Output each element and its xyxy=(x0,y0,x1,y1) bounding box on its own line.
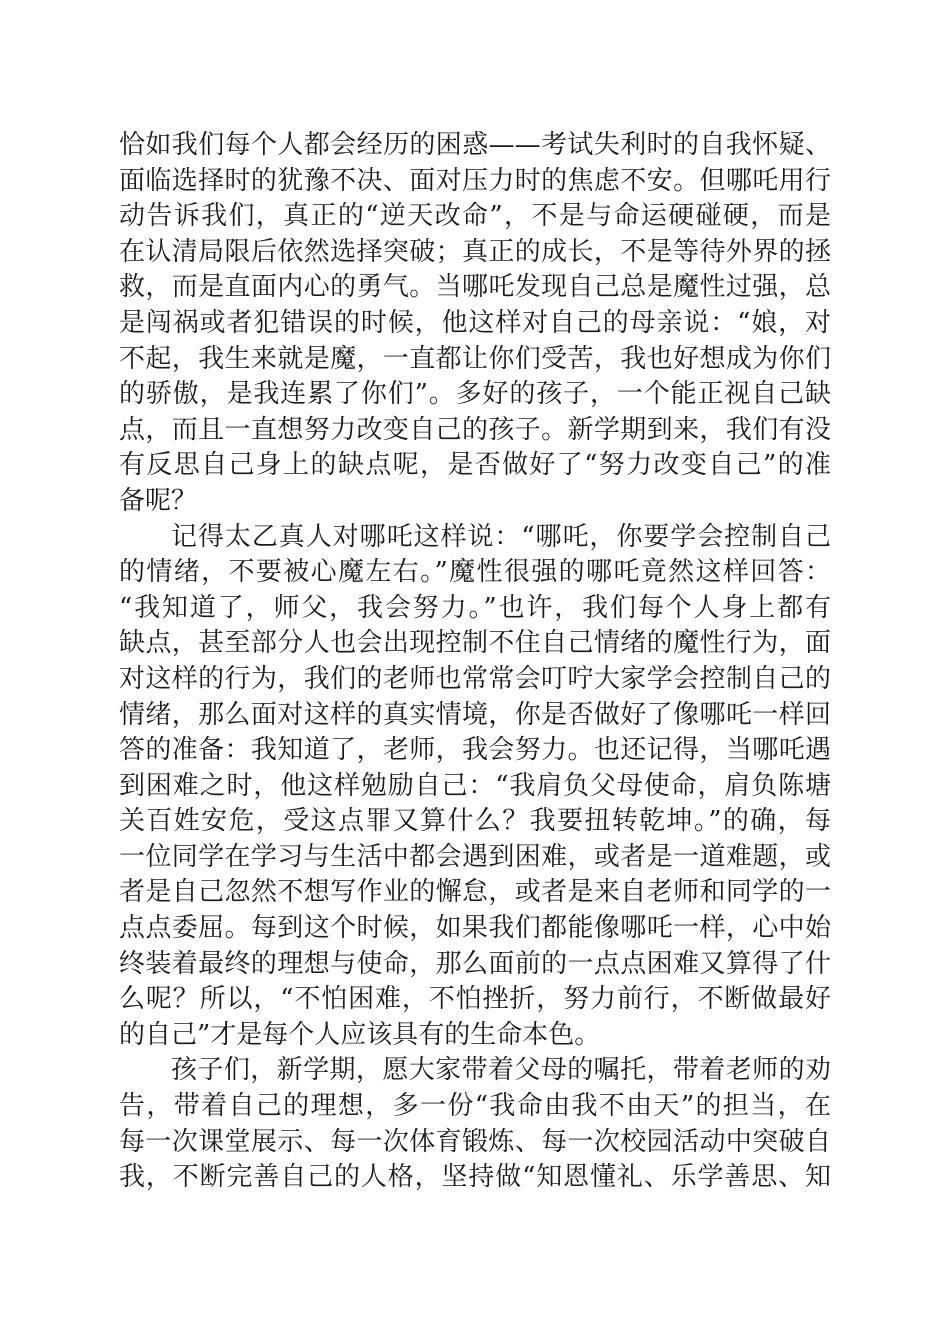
text-line: 每一次课堂展示、每一次体育锻炼、每一次校园活动中突破自 xyxy=(119,1126,831,1157)
text-line: 缺点，甚至部分人也会出现控制不住自己情绪的魔性行为，面 xyxy=(119,628,831,659)
text-line: 么呢？所以，“不怕困难，不怕挫折，努力前行，不断做最好 xyxy=(119,984,831,1015)
text-line: 关百姓安危，受这点罪又算什么？我要扭转乾坤。”的确，每 xyxy=(119,806,831,837)
text-line: 一位同学在学习与生活中都会遇到困难，或者是一道难题，或 xyxy=(119,841,831,872)
text-line: 对这样的行为，我们的老师也常常会叮咛大家学会控制自己的 xyxy=(119,663,831,694)
paragraph xyxy=(119,1053,831,1195)
document-body xyxy=(119,128,831,1196)
paragraph xyxy=(119,520,831,1054)
text-line: 孩子们，新学期，愿大家带着父母的嘱托，带着老师的劝 xyxy=(171,1055,831,1086)
text-line: 者是自己忽然不想写作业的懈怠，或者是来自老师和同学的一 xyxy=(119,877,831,908)
text-line: 动告诉我们，真正的“逆天改命”，不是与命运硬碰硬，而是 xyxy=(119,201,831,232)
text-line: 的骄傲，是我连累了你们”。多好的孩子，一个能正视自己缺 xyxy=(119,379,831,410)
text-line: 终装着最终的理想与使命，那么面前的一点点困难又算得了什 xyxy=(119,948,831,979)
text-line: “我知道了，师父，我会努力。”也许，我们每个人身上都有 xyxy=(119,592,831,623)
text-line: 答的准备：我知道了，老师，我会努力。也还记得，当哪吒遇 xyxy=(119,735,831,766)
text-line: 我，不断完善自己的人格，坚持做“知恩懂礼、乐学善思、知 xyxy=(119,1162,831,1193)
text-line: 点，而且一直想努力改变自己的孩子。新学期到来，我们有没 xyxy=(119,414,831,445)
text-line: 在认清局限后依然选择突破；真正的成长，不是等待外界的拯 xyxy=(119,236,831,267)
text-line: 恰如我们每个人都会经历的困惑——考试失利时的自我怀疑、 xyxy=(119,130,831,160)
text-line: 点点委屈。每到这个时候，如果我们都能像哪吒一样，心中始 xyxy=(119,913,831,944)
text-line: 的情绪，不要被心魔左右。”魔性很强的哪吒竟然这样回答： xyxy=(119,557,831,588)
text-line: 告，带着自己的理想，多一份“我命由我不由天”的担当，在 xyxy=(119,1091,831,1122)
text-line: 的自己”才是每个人应该具有的生命本色。 xyxy=(119,1019,601,1050)
text-line: 到困难之时，他这样勉励自己：“我肩负父母使命，肩负陈塘 xyxy=(119,770,831,801)
text-line: 是闯祸或者犯错误的时候，他这样对自己的母亲说：“娘，对 xyxy=(119,307,831,338)
text-line: 备呢？ xyxy=(119,485,198,516)
paragraph xyxy=(119,128,831,520)
text-line: 救，而是直面内心的勇气。当哪吒发现自己总是魔性过强，总 xyxy=(119,272,831,303)
text-line: 不起，我生来就是魔，一直都让你们受苦，我也好想成为你们 xyxy=(119,343,831,374)
text-line: 记得太乙真人对哪吒这样说：“哪吒，你要学会控制自己 xyxy=(171,521,831,552)
text-line: 情绪，那么面对这样的真实情境，你是否做好了像哪吒一样回 xyxy=(119,699,831,730)
text-line: 面临选择时的犹豫不决、面对压力时的焦虑不安。但哪吒用行 xyxy=(119,165,831,196)
text-line: 有反思自己身上的缺点呢，是否做好了“努力改变自己”的准 xyxy=(119,450,831,481)
